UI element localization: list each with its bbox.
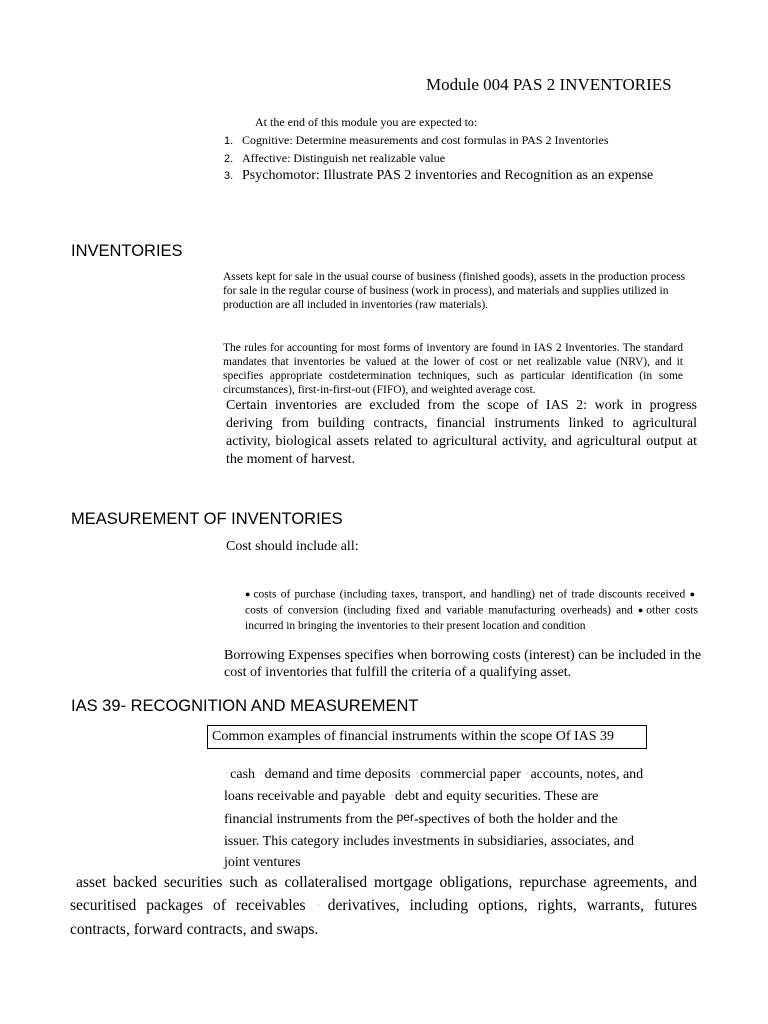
list-item: asset backed securities such as collateralised mortgage obligations, repurchase agreements, and securitised packages of receivables: [70, 874, 697, 914]
list-item: other costs incurred in bringing the inventories to their present location and condition: [245, 604, 699, 632]
bullet-icon: ◦: [226, 771, 229, 778]
objective-item: [224, 168, 653, 184]
section-heading-inventories: INVENTORIES: [71, 242, 183, 260]
measurement-lead: Cost should include all:: [226, 539, 359, 554]
objective-text: Affective: Distinguish net realizable value: [242, 151, 446, 165]
list-text-fragment: per: [396, 810, 414, 825]
list-item: costs of conversion (including fixed and variable manufacturing overheads) and: [245, 604, 633, 617]
list-line: [224, 764, 694, 786]
list-line: [224, 807, 694, 831]
bullet-icon: ◦: [317, 902, 326, 909]
intro-text: At the end of this module you are expected to:: [255, 115, 478, 129]
inventories-paragraph-2: The rules for accounting for most forms of inventory are found in IAS 2 Inventories. The standard mandates that inventories be valued at the lower of cost or net realizable value (NRV), and it specifies appropriate costdetermination techniques, such as particular identification (in some circumstances), first-in-first-out (FIFO), and weighted average cost.: [223, 342, 683, 396]
financial-instruments-list: [224, 764, 694, 874]
inventories-paragraph-1: Assets kept for sale in the usual course of business (finished goods), assets in the production process for sale in the regular course of business (work in process), and materials and supplies utilized in production are all included in inventories (raw materials).: [223, 271, 686, 311]
list-text: joint ventures: [224, 855, 301, 871]
inventories-paragraph-3: Certain inventories are excluded from the scope of IAS 2: work in progress deriving from building contracts, financial instruments linked to agricultural activity, biological assets related to agricultural activity, and agricultural output at the moment of harvest.: [226, 398, 697, 467]
list-item: commercial paper: [420, 767, 521, 782]
bullet-icon: ●: [245, 589, 251, 599]
objective-number: 3.: [224, 170, 234, 182]
list-line: [224, 786, 694, 808]
objective-item: [224, 151, 445, 166]
bullet-icon: ●: [689, 589, 696, 599]
financial-instruments-box: Common examples of financial instruments within the scope Of IAS 39: [207, 725, 647, 749]
cost-components-list: [245, 587, 698, 634]
objective-text: Cognitive: Determine measurements and cost formulas in PAS 2 Inventories: [242, 133, 609, 147]
list-item: loans receivable and payable: [224, 788, 386, 804]
list-item: cash: [230, 767, 256, 782]
objective-text: Psychomotor: Illustrate PAS 2 inventories and Recognition as an expense: [242, 168, 654, 183]
objective-item: [224, 133, 609, 148]
list-text: issuer. This category includes investments in subsidiaries, associates, and: [224, 833, 634, 849]
bullet-icon: ◦: [415, 771, 419, 778]
list-item: debt and equity securities. These are: [394, 788, 599, 804]
list-line: [224, 831, 694, 853]
bullet-icon: ◦: [526, 771, 529, 778]
objective-number: 1.: [224, 135, 234, 147]
bottom-paragraph: [70, 871, 697, 941]
list-item: costs of purchase (including taxes, transport, and handling) net of trade discounts received: [253, 588, 686, 601]
list-text: -spectives of both the holder and the: [413, 812, 618, 828]
list-text: financial instruments from the: [224, 812, 394, 828]
borrowing-paragraph: Borrowing Expenses specifies when borrowing costs (interest) can be included in the cost of inventories that fulfill the criteria of a qualifying asset.: [224, 648, 702, 680]
bullet-icon: ●: [637, 604, 644, 615]
bullet-icon: ◦: [260, 771, 263, 778]
section-heading-measurement: MEASUREMENT OF INVENTORIES: [71, 510, 343, 528]
section-heading-ias39: IAS 39- RECOGNITION AND MEASUREMENT: [71, 697, 419, 715]
page-title: Module 004 PAS 2 INVENTORIES: [426, 75, 672, 94]
bullet-icon: ◦: [390, 792, 393, 799]
list-item: accounts, notes, and: [530, 767, 644, 782]
objective-number: 2.: [224, 153, 234, 165]
list-item: demand and time deposits: [264, 767, 411, 782]
list-item: derivatives, including options, rights, warrants, futures contracts, forward contracts, and swaps.: [70, 897, 697, 938]
